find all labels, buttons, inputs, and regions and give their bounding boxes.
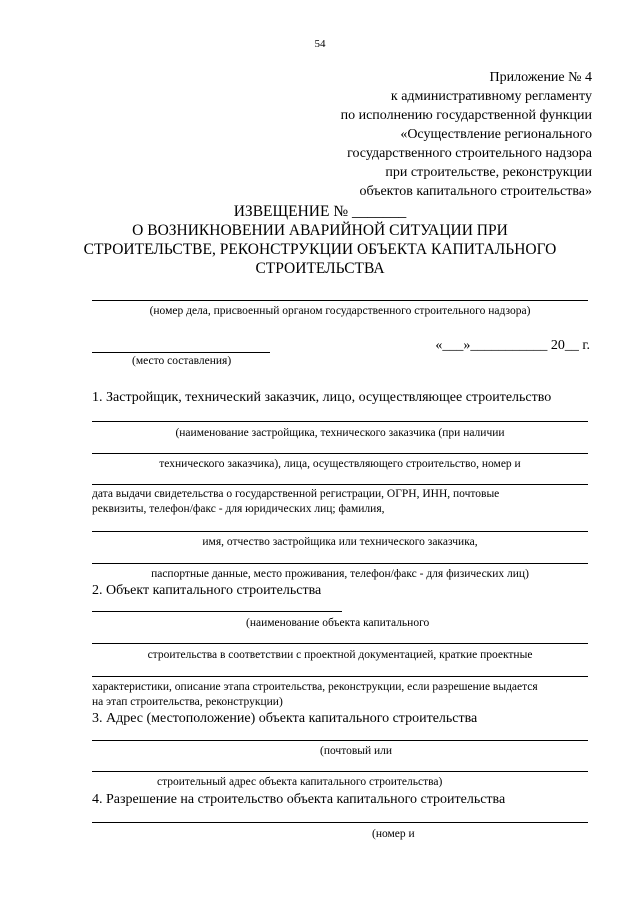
appendix-line: Приложение № 4 [489,70,592,85]
section1-line[interactable] [92,421,588,422]
title-line: СТРОИТЕЛЬСТВЕ, РЕКОНСТРУКЦИИ ОБЪЕКТА КАПИТАЛЬНОГО [83,241,557,258]
section1-caption: (наименование застройщика, технического заказчика (при наличии [175,427,505,439]
title-line: СТРОИТЕЛЬСТВА [255,260,385,277]
section2-heading: 2. Объект капитального строительства [92,583,322,598]
section4-caption: (номер и [372,828,415,840]
section3-caption: строительный адрес объекта капитального строительства) [157,776,443,788]
section2-line[interactable] [92,676,588,677]
case-number-line[interactable] [92,300,588,301]
section3-line[interactable] [92,771,588,772]
case-number-caption: (номер дела, присвоенный органом государственного строительного надзора) [149,305,531,317]
section3-heading: 3. Адрес (местоположение) объекта капитального строительства [92,711,478,726]
section1-line[interactable] [92,484,588,485]
section1-caption: дата выдачи свидетельства о государственной регистрации, ОГРН, ИНН, почтовые [92,488,500,500]
section1-caption: реквизиты, телефон/факс - для юридических лиц; фамилия, [92,503,385,515]
section1-heading: 1. Застройщик, технический заказчик, лицо, осуществляющее строительство [92,390,552,405]
section1-caption: технического заказчика), лица, осуществляющего строительство, номер и [159,458,521,470]
appendix-line: по исполнению государственной функции [340,108,592,123]
date-field[interactable]: «___»___________ 20__ г. [435,338,590,353]
section1-caption: паспортные данные, место проживания, телефон/факс - для физических лиц) [151,568,529,580]
title-line: ИЗВЕЩЕНИЕ № _______ [233,203,407,220]
section3-line[interactable] [92,740,588,741]
section2-line[interactable] [92,643,588,644]
place-line[interactable] [92,352,270,353]
section2-caption: характеристики, описание этапа строительства, реконструкции, если разрешение выдается [92,681,538,693]
title-line: О ВОЗНИКНОВЕНИИ АВАРИЙНОЙ СИТУАЦИИ ПРИ [132,222,508,239]
section2-line[interactable] [92,611,342,612]
section2-caption: (наименование объекта капитального [246,617,430,629]
section2-caption: на этап строительства, реконструкции) [92,696,283,708]
section4-heading: 4. Разрешение на строительство объекта капитального строительства [92,792,506,807]
place-caption: (место составления) [132,355,232,367]
appendix-line: объектов капитального строительства» [359,184,592,199]
section3-caption: (почтовый или [320,745,393,757]
section1-line[interactable] [92,531,588,532]
section1-caption: имя, отчество застройщика или технического заказчика, [202,536,478,548]
section4-line[interactable] [92,822,588,823]
appendix-line: государственного строительного надзора [347,146,592,161]
section2-caption: строительства в соответствии с проектной документацией, краткие проектные [147,649,533,661]
section1-line[interactable] [92,563,588,564]
appendix-header [341,68,592,201]
appendix-line: при строительстве, реконструкции [385,165,592,180]
document-title [0,202,640,278]
page-number: 54 [314,38,326,50]
appendix-line: к административному регламенту [390,89,592,104]
section1-line[interactable] [92,453,588,454]
appendix-line: «Осуществление регионального [400,127,592,142]
